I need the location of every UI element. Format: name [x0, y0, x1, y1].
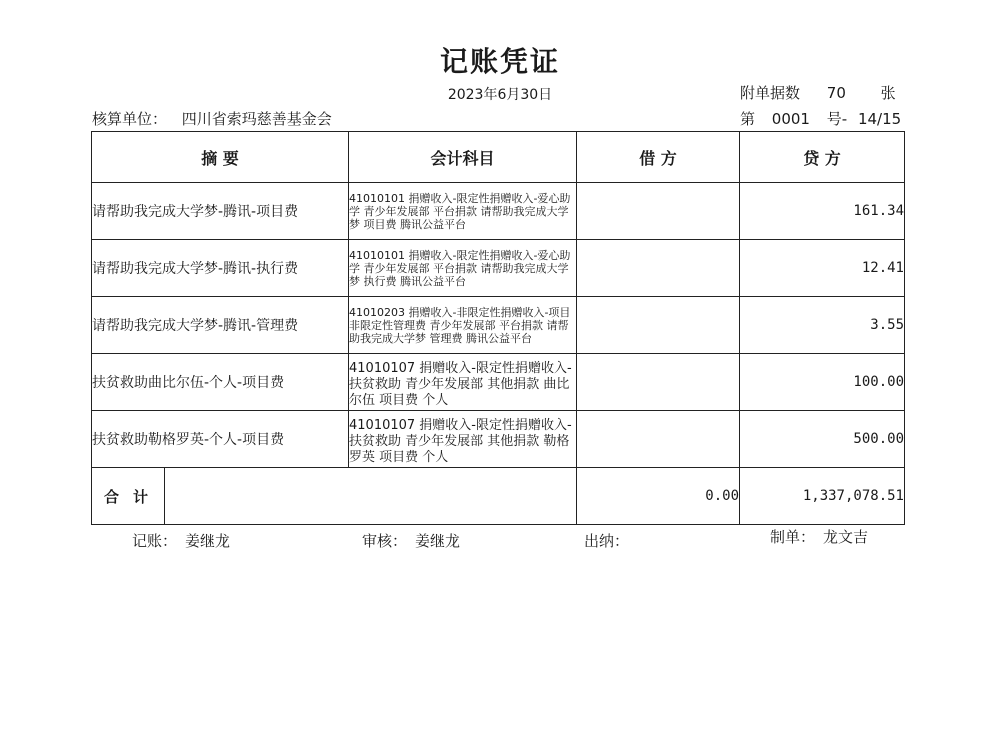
- preparer-label: 制单：: [770, 528, 816, 546]
- row-summary: 请帮助我完成大学梦-腾讯-项目费: [92, 183, 349, 240]
- cashier-signature: [584, 530, 637, 551]
- total-debit: 0.00: [577, 468, 740, 525]
- row-summary: 请帮助我完成大学梦-腾讯-执行费: [92, 240, 349, 297]
- row-account: 41010203 捐赠收入-非限定性捐赠收入-项目非限定性管理费 青少年发展部 平台捐款 请帮助我完成大学梦 管理费 腾讯公益平台: [349, 297, 577, 354]
- row-account: 41010107 捐赠收入-限定性捐赠收入-扶贫救助 青少年发展部 其他捐款 勒格罗英 项目费 个人: [349, 411, 577, 468]
- column-header-account: 会计科目: [349, 132, 577, 183]
- cashier-label: 出纳：: [584, 532, 630, 550]
- reviewer-name: 姜继龙: [415, 532, 461, 550]
- attachment-number: 70: [826, 84, 846, 102]
- voucher-number-value: 0001: [771, 110, 810, 128]
- row-credit: 500.00: [740, 411, 905, 468]
- voucher-suffix: 号-: [826, 110, 848, 128]
- attachment-count: [740, 82, 896, 103]
- attachment-unit: 张: [880, 84, 896, 102]
- table-row: [92, 297, 905, 354]
- row-credit: 161.34: [740, 183, 905, 240]
- accounting-unit: [92, 108, 332, 129]
- bookkeeper-label: 记账：: [132, 532, 178, 550]
- table-row: [92, 240, 905, 297]
- row-credit: 3.55: [740, 297, 905, 354]
- total-label-cell: [92, 468, 577, 525]
- preparer-signature: [770, 526, 868, 547]
- table-row: [92, 411, 905, 468]
- row-summary: 请帮助我完成大学梦-腾讯-管理费: [92, 297, 349, 354]
- total-blank: [165, 468, 576, 524]
- voucher-page-count: 14/15: [857, 110, 902, 128]
- column-header-debit: 借 方: [577, 132, 740, 183]
- accounting-unit-label: 核算单位：: [92, 110, 168, 128]
- row-credit: 100.00: [740, 354, 905, 411]
- voucher-prefix: 第: [740, 110, 756, 128]
- table-header: [92, 132, 905, 183]
- signature-row: [0, 530, 1000, 560]
- row-summary: 扶贫救助勒格罗英-个人-项目费: [92, 411, 349, 468]
- row-debit: [577, 183, 740, 240]
- reviewer-signature: [362, 530, 460, 551]
- total-row: [92, 468, 905, 525]
- row-account: 41010101 捐赠收入-限定性捐赠收入-爱心助学 青少年发展部 平台捐款 请帮助我完成大学梦 项目费 腾讯公益平台: [349, 183, 577, 240]
- accounting-unit-name: 四川省索玛慈善基金会: [181, 110, 332, 128]
- total-credit: 1,337,078.51: [740, 468, 905, 525]
- row-summary: 扶贫救助曲比尔伍-个人-项目费: [92, 354, 349, 411]
- voucher-number: [740, 108, 901, 129]
- preparer-name: 龙文吉: [823, 528, 869, 546]
- row-debit: [577, 297, 740, 354]
- row-debit: [577, 354, 740, 411]
- total-label: 合计: [92, 468, 165, 524]
- row-account: 41010107 捐赠收入-限定性捐赠收入-扶贫救助 青少年发展部 其他捐款 曲比尔伍 项目费 个人: [349, 354, 577, 411]
- voucher-date: 2023年6月30日: [447, 87, 553, 103]
- row-debit: [577, 240, 740, 297]
- reviewer-label: 审核：: [362, 532, 408, 550]
- table-row: [92, 183, 905, 240]
- row-debit: [577, 411, 740, 468]
- page-title: 记账凭证: [439, 45, 560, 78]
- column-header-summary: 摘 要: [92, 132, 349, 183]
- row-credit: 12.41: [740, 240, 905, 297]
- bookkeeper-name: 姜继龙: [185, 532, 231, 550]
- table-row: [92, 354, 905, 411]
- row-account: 41010101 捐赠收入-限定性捐赠收入-爱心助学 青少年发展部 平台捐款 请帮助我完成大学梦 执行费 腾讯公益平台: [349, 240, 577, 297]
- attachment-label: 附单据数: [740, 84, 801, 102]
- bookkeeper-signature: [132, 530, 230, 551]
- voucher-table: [91, 131, 905, 525]
- column-header-credit: 贷 方: [740, 132, 905, 183]
